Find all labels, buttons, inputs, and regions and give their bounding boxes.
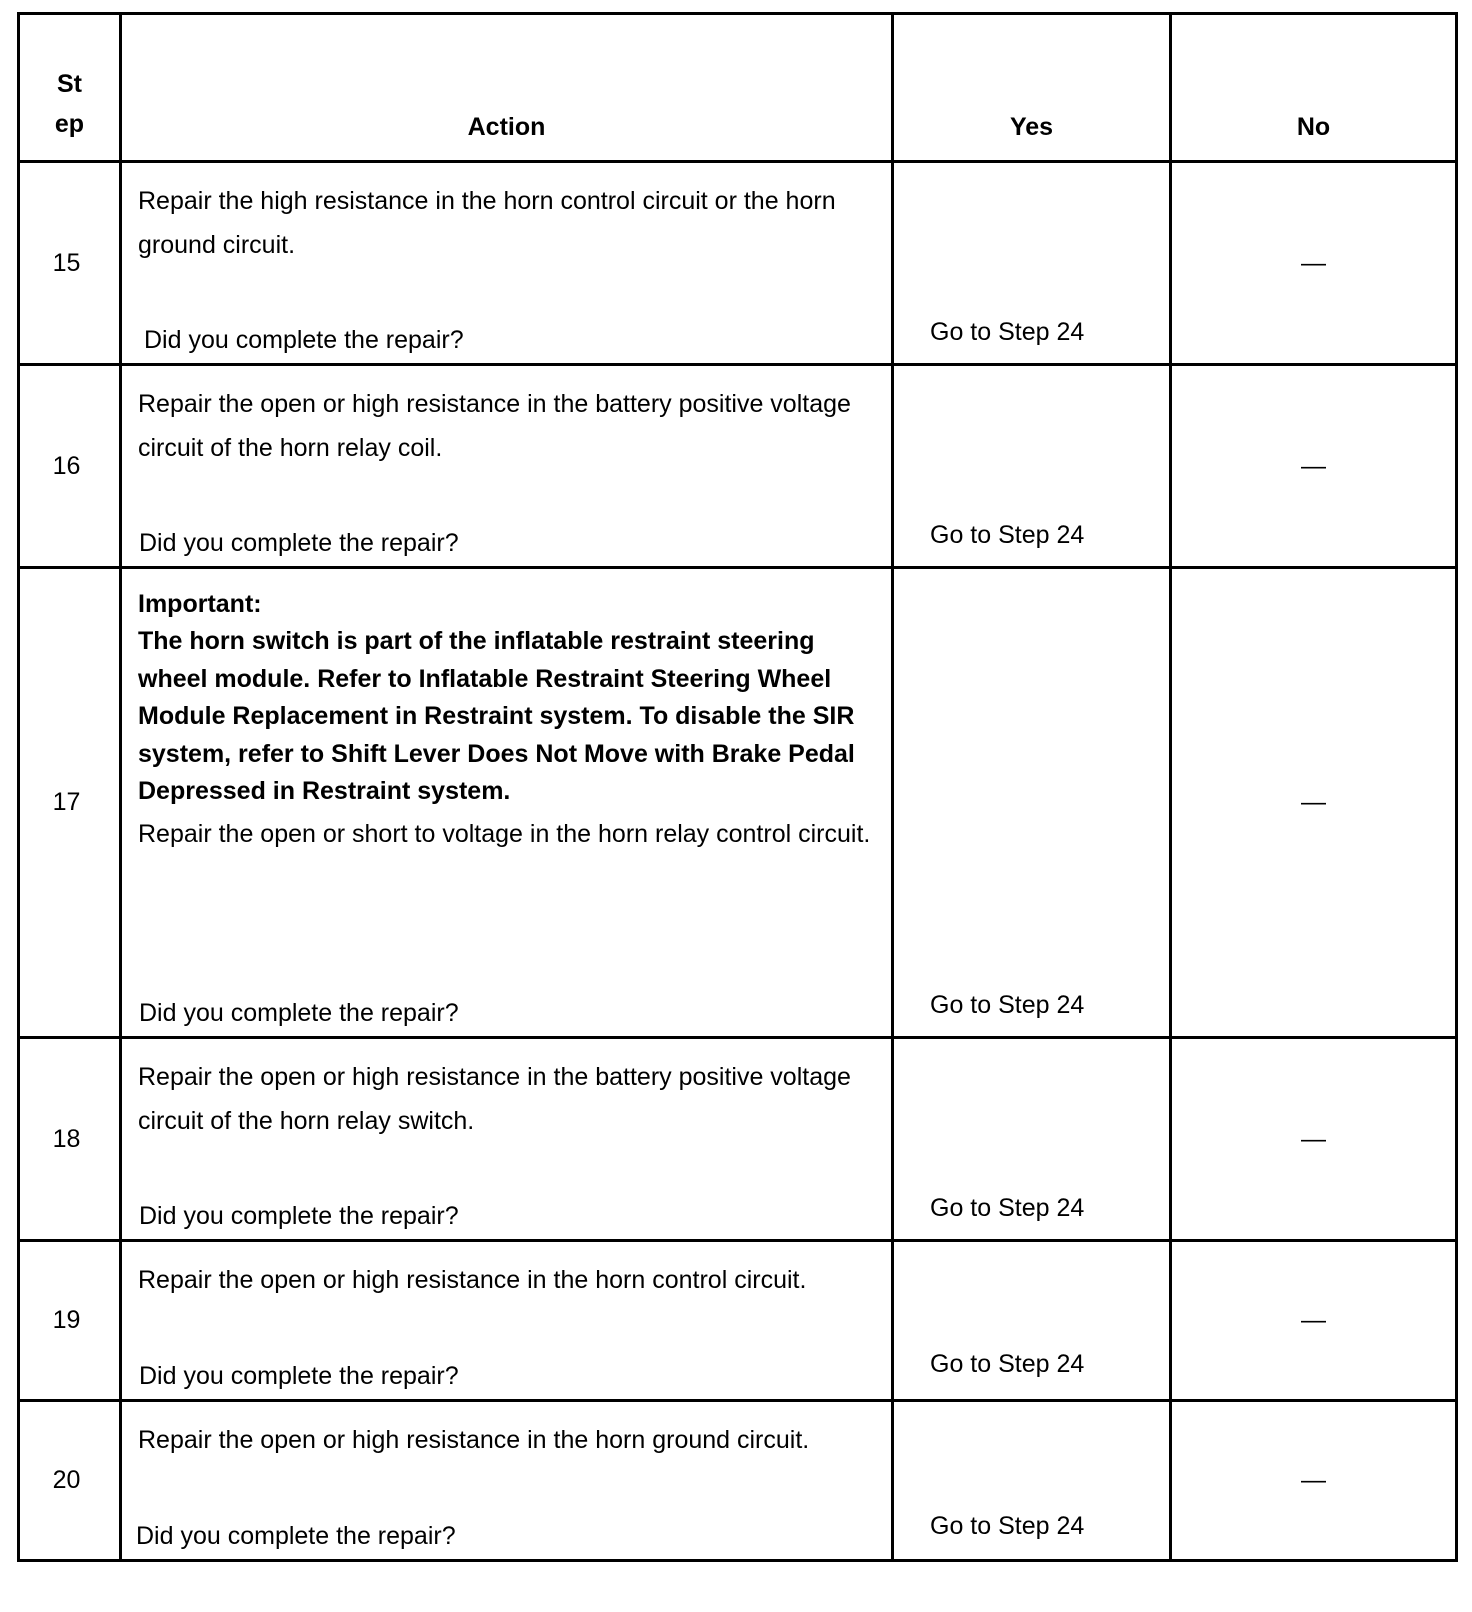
table-row	[19, 1241, 1457, 1401]
important-note: The horn switch is part of the inflatable restraint steering wheel module. Refer to Inflatable Restraint Steering Wheel Module Replacement in Restraint system. To disable the SIR system, refer to Shift Lever Does Not Move with Brake Pedal Depressed in Restraint system.	[138, 627, 855, 805]
yes-cell	[893, 1401, 1171, 1561]
action-question: Did you complete the repair?	[139, 1202, 459, 1230]
action-cell	[121, 162, 893, 365]
step-number: 15	[19, 162, 121, 365]
no-cell	[1171, 1038, 1457, 1241]
no-cell	[1171, 1241, 1457, 1401]
no-dash: —	[1301, 788, 1326, 816]
diagnostic-table	[17, 12, 1458, 1562]
table-row	[19, 162, 1457, 365]
action-question: Did you complete the repair?	[139, 999, 459, 1027]
no-cell	[1171, 568, 1457, 1038]
step-number: 18	[19, 1038, 121, 1241]
yes-link: Go to Step 24	[930, 991, 1085, 1019]
step-number: 17	[19, 568, 121, 1038]
header-step	[19, 14, 121, 162]
action-cell	[121, 1038, 893, 1241]
table-row	[19, 365, 1457, 568]
table-header-row	[19, 14, 1457, 162]
no-cell	[1171, 1401, 1457, 1561]
step-number: 16	[19, 365, 121, 568]
action-text: Repair the open or short to voltage in the horn relay control circuit.	[138, 819, 871, 848]
action-question: Did you complete the repair?	[139, 1362, 459, 1390]
yes-cell	[893, 162, 1171, 365]
no-dash: —	[1301, 1466, 1326, 1494]
no-dash: —	[1301, 1124, 1326, 1153]
action-text: Repair the open or high resistance in the horn ground circuit.	[138, 1426, 810, 1454]
yes-cell	[893, 568, 1171, 1038]
action-question: Did you complete the repair?	[136, 1522, 456, 1550]
table-row	[19, 1038, 1457, 1241]
yes-cell	[893, 1241, 1171, 1401]
yes-link: Go to Step 24	[930, 318, 1085, 346]
action-text: Repair the open or high resistance in the horn control circuit.	[138, 1266, 807, 1294]
yes-cell	[893, 365, 1171, 568]
action-text: Repair the open or high resistance in the battery positive voltage circuit of the horn relay switch.	[138, 1063, 851, 1135]
no-cell	[1171, 162, 1457, 365]
action-cell	[121, 365, 893, 568]
action-text: Repair the open or high resistance in the battery positive voltage circuit of the horn relay coil.	[138, 390, 851, 462]
important-title: Important:	[138, 590, 262, 618]
no-dash: —	[1301, 1306, 1326, 1334]
yes-link: Go to Step 24	[930, 1350, 1085, 1378]
action-text: Repair the high resistance in the horn control circuit or the horn ground circuit.	[138, 187, 836, 259]
header-step-label: St ep	[54, 70, 85, 138]
no-dash: —	[1301, 248, 1326, 277]
action-cell	[121, 1241, 893, 1401]
yes-link: Go to Step 24	[930, 1194, 1085, 1222]
no-cell	[1171, 365, 1457, 568]
step-number: 20	[19, 1401, 121, 1561]
header-yes: Yes	[893, 14, 1171, 162]
header-action: Action	[121, 14, 893, 162]
header-no: No	[1171, 14, 1457, 162]
table-row	[19, 1401, 1457, 1561]
action-question: Did you complete the repair?	[144, 326, 464, 354]
yes-cell	[893, 1038, 1171, 1241]
action-cell	[121, 1401, 893, 1561]
yes-link: Go to Step 24	[930, 521, 1085, 549]
no-dash: —	[1301, 451, 1326, 480]
action-question: Did you complete the repair?	[139, 529, 459, 557]
action-cell	[121, 568, 893, 1038]
step-number: 19	[19, 1241, 121, 1401]
yes-link: Go to Step 24	[930, 1512, 1085, 1540]
table-row	[19, 568, 1457, 1038]
